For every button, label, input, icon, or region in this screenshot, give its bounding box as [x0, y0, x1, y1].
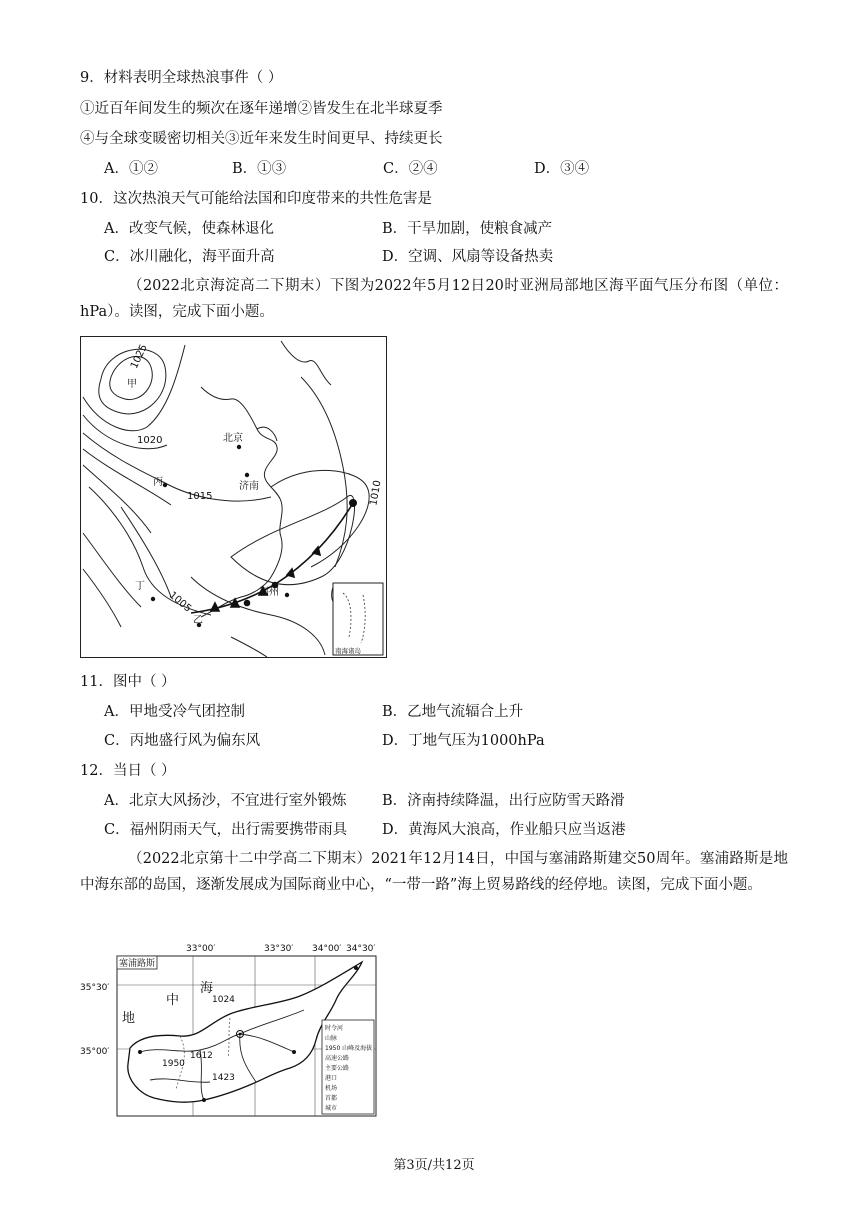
- label-jinan: 济南: [239, 481, 259, 492]
- passage-intro-cyprus: （2022北京第十二中学高二下期末）2021年12月14日，中国与塞浦路斯建交50周年。塞浦路斯是地中海东部的岛国，逐渐发展成为国际商业中心，“一带一路”海上贸易路线的经停地。读图，完成下面小题。: [80, 851, 788, 893]
- q11-option-c[interactable]: C．丙地盛行风为偏东风: [104, 733, 261, 749]
- isobar-1015: 1015: [187, 491, 213, 502]
- q9-option-c[interactable]: C．②④: [383, 161, 438, 177]
- sea-char-1: 地: [122, 1011, 136, 1026]
- q10-stem: 10．这次热浪天气可能给法国和印度带来的共性危害是: [80, 191, 432, 207]
- q12-option-b[interactable]: B．济南持续降温，出行应防雪天路滑: [382, 793, 625, 809]
- q11-option-a[interactable]: A．甲地受冷气团控制: [104, 704, 245, 720]
- q12-option-a[interactable]: A．北京大风扬沙，不宜进行室外锻炼: [104, 793, 347, 809]
- q9-option-a[interactable]: A．①②: [104, 161, 158, 177]
- q10-option-d[interactable]: D．空调、风扇等设备热卖: [382, 249, 554, 265]
- q9-stem: 9．材料表明全球热浪事件（ ）: [80, 70, 283, 86]
- passage-intro-pressure-map: （2022北京海淀高二下期末）下图为2022年5月12日20时亚洲局部地区海平面气压分布图（单位：hPa）。读图，完成下面小题。: [80, 278, 788, 320]
- q9-option-b[interactable]: B．①③: [232, 161, 287, 177]
- page-number: 第3页/共12页: [393, 1158, 475, 1173]
- q11-option-d[interactable]: D．丁地气压为1000hPa: [382, 733, 545, 749]
- label-fuzhou: 福州: [259, 587, 279, 598]
- legend-port: 港口: [325, 1075, 338, 1082]
- legend-airport: 机场: [325, 1085, 338, 1092]
- q12-option-c[interactable]: C．福州阴雨天气，出行需要携带雨具: [104, 822, 348, 838]
- peak-1423: 1423: [212, 1073, 235, 1083]
- inset-label: 南海诸岛: [335, 647, 361, 655]
- label-beijing: 北京: [223, 433, 243, 444]
- legend-seasonal-river: 时令河: [325, 1025, 344, 1032]
- q9-statements-row2: ④与全球变暖密切相关③近年来发生时间更早、持续更长: [80, 131, 443, 147]
- pressure-map: [80, 336, 387, 658]
- q10-option-a[interactable]: A．改变气候，使森林退化: [104, 221, 274, 237]
- peak-1612: 1612: [190, 1051, 213, 1061]
- sea-char-3: 海: [200, 981, 214, 996]
- q10-option-c[interactable]: C．冰川融化，海平面升高: [104, 249, 275, 265]
- legend-mountain: 山脉: [325, 1035, 338, 1042]
- legend-highway: 高速公路: [325, 1055, 350, 1062]
- label-ding: 丁: [135, 581, 145, 592]
- label-yi: 乙: [193, 615, 203, 626]
- q11-stem: 11．图中（ ）: [80, 674, 176, 690]
- label-jia: 甲: [127, 379, 137, 390]
- map-title: 塞浦路斯: [119, 959, 156, 969]
- peak-1950: 1950: [162, 1059, 185, 1069]
- isobar-1010: 1010: [368, 479, 384, 507]
- legend-peak: 1950 山峰及海拔: [325, 1045, 373, 1052]
- lat-35-00: 35°00′: [80, 1047, 110, 1057]
- q12-option-d[interactable]: D．黄海风大浪高，作业船只应当返港: [382, 822, 626, 838]
- isobar-1020: 1020: [137, 435, 163, 446]
- label-bing: 丙: [153, 477, 163, 488]
- q11-option-b[interactable]: B．乙地气流辐合上升: [382, 704, 524, 720]
- sea-char-2: 中: [166, 993, 180, 1008]
- q10-option-b[interactable]: B．干旱加剧，使粮食减产: [382, 221, 553, 237]
- lat-35-30: 35°30′: [80, 983, 110, 993]
- lon-33-00: 33°00′: [186, 944, 216, 954]
- q12-stem: 12．当日（ ）: [80, 763, 176, 779]
- q9-option-d[interactable]: D．③④: [534, 161, 590, 177]
- lon-34-30: 34°30′: [346, 944, 376, 954]
- lon-34-00: 34°00′: [312, 944, 342, 954]
- cyprus-map: [80, 940, 380, 1120]
- legend-capital: 首都: [325, 1095, 338, 1102]
- isobar-1005: 1005: [166, 589, 194, 615]
- isobar-1025: 1025: [129, 342, 150, 371]
- legend-city: 城市: [325, 1105, 338, 1112]
- legend-main-road: 主要公路: [325, 1065, 350, 1072]
- peak-1024: 1024: [212, 995, 235, 1005]
- lon-33-30: 33°30′: [264, 944, 294, 954]
- q9-statements-row1: ①近百年间发生的频次在逐年递增②皆发生在北半球夏季: [80, 101, 443, 117]
